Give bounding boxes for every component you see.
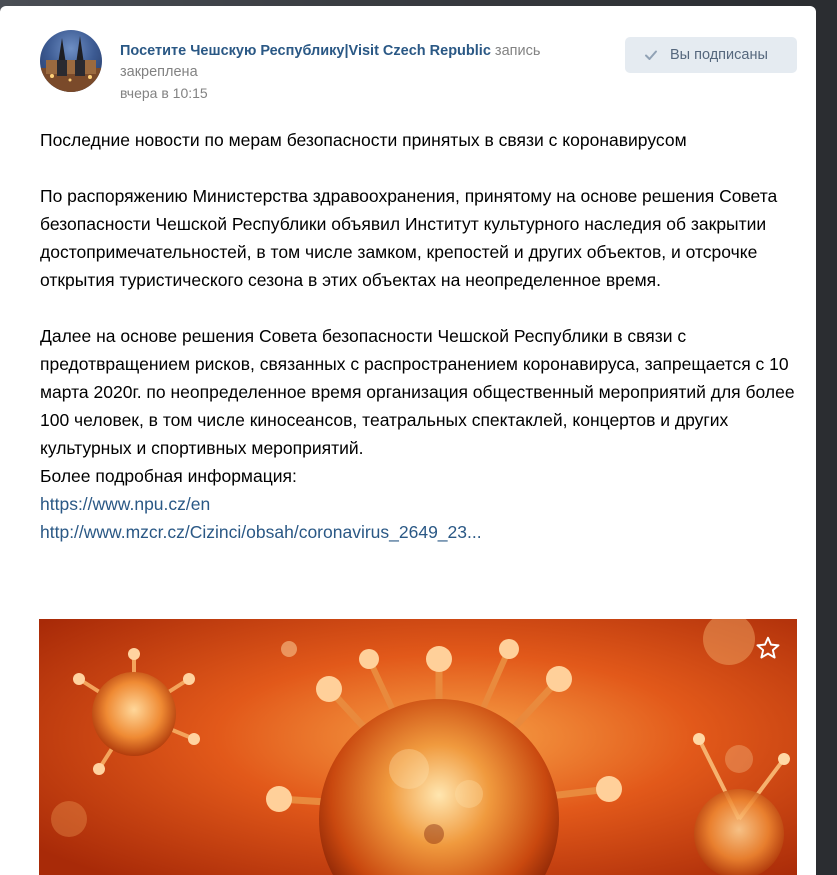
coronavirus-illustration: [39, 619, 797, 875]
post-header: [40, 30, 800, 100]
author-name-link[interactable]: Посетите Чешскую Республику|Visit Czech Republic: [120, 43, 491, 59]
post-paragraph-1: По распоряжению Министерства здравоохранения, принятому на основе решения Совета безопасности Чешской Республики объявил Институт культурного наследия об закрытии достопримечательностей, в том числе замком, крепостей и других объектов, и отсрочке открытия туристического сезона в этих объектах на неопределенное время.: [40, 186, 778, 290]
author-line: [120, 41, 620, 83]
post-paragraph-2: Далее на основе решения Совета безопасности Чешской Республики в связи с предотвращением рисков, связанных с распространением коронавируса, запрещается с 10 марта 2020г. по неопределенное время организация общественный мероприятий для более 100 человек, в том числе киносеансов, театральных спектаклей, концертов и других культурных и спортивных мероприятий.: [40, 326, 795, 458]
link-npu[interactable]: https://www.npu.cz/en: [40, 494, 211, 514]
post-headline: Последние новости по мерам безопасности принятых в связи с коронавирусом: [40, 130, 687, 150]
background-right-edge: [815, 0, 837, 875]
community-avatar[interactable]: [40, 30, 102, 92]
link-mzcr[interactable]: http://www.mzcr.cz/Cizinci/obsah/coronavirus_2649_23...: [40, 522, 482, 542]
more-info-label: Более подробная информация:: [40, 466, 297, 486]
subscribed-button[interactable]: [625, 37, 797, 73]
post-image[interactable]: [39, 619, 797, 875]
check-icon: [644, 48, 658, 62]
post-text: [40, 126, 805, 546]
star-icon[interactable]: [755, 635, 781, 661]
wall-post: [0, 6, 816, 875]
pinned-note: запись закреплена: [120, 43, 541, 80]
post-timestamp[interactable]: вчера в 10:15: [120, 85, 208, 101]
subscribed-button-label: Вы подписаны: [670, 47, 768, 63]
